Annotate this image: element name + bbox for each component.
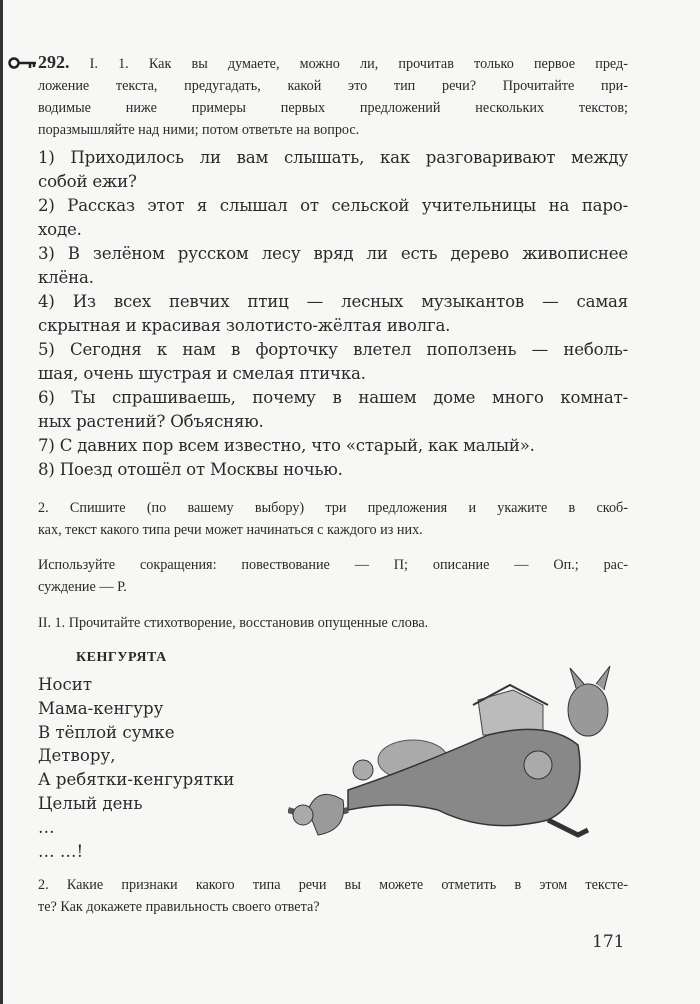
poem-line: Мама-кенгуру (38, 698, 164, 718)
poem-line: В тёплой сумке (38, 722, 175, 742)
poem (38, 673, 298, 863)
poem-line: А ребятки-кенгурятки (38, 770, 235, 790)
question-2: 2. Какие признаки какого типа речи вы можете отметить в этом тексте- те? Как докажете правильность своего ответа? (38, 877, 628, 915)
key-icon (8, 56, 38, 70)
page-number: 171 (592, 932, 625, 952)
page-edge (0, 0, 3, 1004)
exercise-intro: 292. I. 1. Как вы думаете, можно ли, прочитав только первое пред- ложение текста, предугадать, какой это тип речи? Прочитайте при- водимые ниже примеры первых предложений нескольких текстов; поразмышляйте над ними; потом ответьте на вопрос. (38, 52, 628, 138)
poem-line: Носит (38, 675, 92, 694)
part-2-task: II. 1. Прочитайте стихотворение, восстановив опущенные слова. (38, 615, 429, 631)
poem-title: КЕНГУРЯТА (76, 650, 167, 665)
task-2: 2. Спишите (по вашему выбору) три предложения и укажите в скоб- ках, текст какого типа речи может начинаться с каждого из них. (38, 500, 628, 538)
poem-line: Целый день (38, 793, 143, 813)
poem-line: Детвору, (38, 746, 116, 766)
abbreviations-note: Используйте сокращения: повествование — П; описание — Оп.; рас- суждение — Р. (38, 557, 628, 595)
kangaroo-illustration (288, 660, 628, 865)
exercise-number: 292. (38, 52, 70, 72)
poem-line: … (38, 817, 55, 837)
poem-line: … …! (38, 841, 84, 861)
example-sentences: 1) Приходилось ли вам слышать, как разговаривают между собой ежи? 2) Рассказ этот я слышал от сельской учительницы на паро- ходе. 3) В зелёном русском лесу вряд ли есть дерево живописнее клёна. 4) Из всех певчих птиц — лесных музыкантов — самая скрытная и красивая золотисто-жёлтая иволга. 5) Сегодня к нам в форточку влетел поползень — неболь- шая, очень шустрая и смелая птичка. 6) Ты спрашиваешь, почему в нашем доме много комнат- ных растений? Объясняю. 7) С давних пор всем известно, что «старый, как малый». 8) Поезд отошёл от Москвы ночью. (38, 148, 628, 479)
